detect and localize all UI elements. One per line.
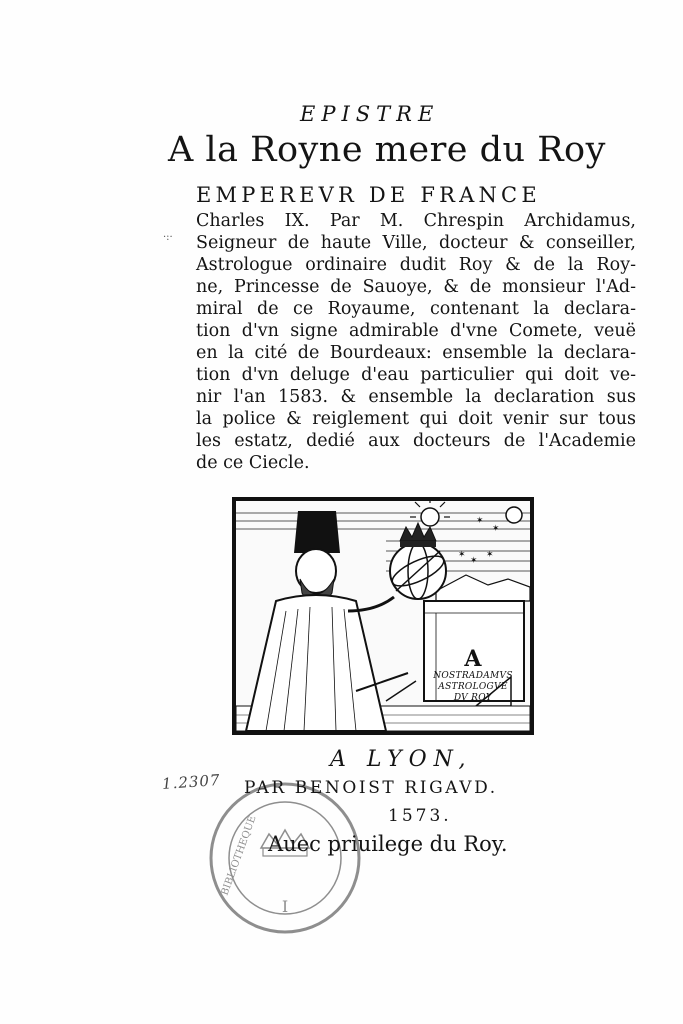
royal-privilege-line: Auec priuilege du Roy. <box>268 832 508 856</box>
body-line: nir l'an 1583. & ensemble la declaration sus <box>196 387 636 407</box>
monogram-glyph: A <box>464 646 482 672</box>
woodcut-inscription <box>424 647 522 704</box>
title-body-text <box>196 210 636 474</box>
marginal-mark: ·:· <box>163 232 173 243</box>
body-line: Charles IX. Par M. Chrespin Archidamus, <box>196 211 636 231</box>
body-line: Seigneur de haute Ville, docteur & conseiller, <box>196 233 636 253</box>
body-line: tion d'vn deluge d'eau particulier qui doit ve- <box>196 365 636 385</box>
stamp-library-text: BIBLIOTHEQUE <box>219 814 259 898</box>
body-line: la police & reiglement qui doit venir sur tous <box>196 409 636 429</box>
body-line: en la cité de Bourdeaux: ensemble la declara- <box>196 343 636 363</box>
imprint-printer: PAR BENOIST RIGAVD. <box>244 778 498 798</box>
body-line: tion d'vn signe admirable d'vne Comete, veuë <box>196 321 636 341</box>
imprint-city: A LYON, <box>330 747 473 772</box>
inscription-line: ASTROLOGVE <box>438 682 508 692</box>
library-stamp-seal <box>205 778 365 938</box>
woodcut-illustration <box>232 497 534 735</box>
body-line: miral de ce Royaume, contenant la declara- <box>196 299 636 319</box>
body-line: ne, Princesse de Sauoye, & de monsieur l'Ad- <box>196 277 636 297</box>
svg-text:✶: ✶ <box>476 516 484 526</box>
body-line: de ce Ciecle. <box>196 453 310 473</box>
inscription-line: NOSTRADAMVS <box>433 671 513 681</box>
svg-text:✶: ✶ <box>470 556 478 566</box>
epistre-heading: EPISTRE <box>300 102 440 126</box>
body-line: Astrologue ordinaire dudit Roy & de la Roy- <box>196 255 636 275</box>
svg-text:✶: ✶ <box>486 550 494 560</box>
main-title: A la Royne mere du Roy <box>168 130 606 170</box>
body-line: les estatz, dedié aux docteurs de l'Academie <box>196 431 636 451</box>
stamp-number: I <box>281 897 289 916</box>
imprint-year: 1573. <box>388 806 452 826</box>
svg-text:✶: ✶ <box>492 524 500 534</box>
inscription-line: DV ROY <box>453 693 493 703</box>
subtitle: EMPEREVR DE FRANCE <box>196 183 541 207</box>
svg-text:✶: ✶ <box>458 550 466 560</box>
handwritten-shelfmark: 1.2307 <box>161 770 222 794</box>
